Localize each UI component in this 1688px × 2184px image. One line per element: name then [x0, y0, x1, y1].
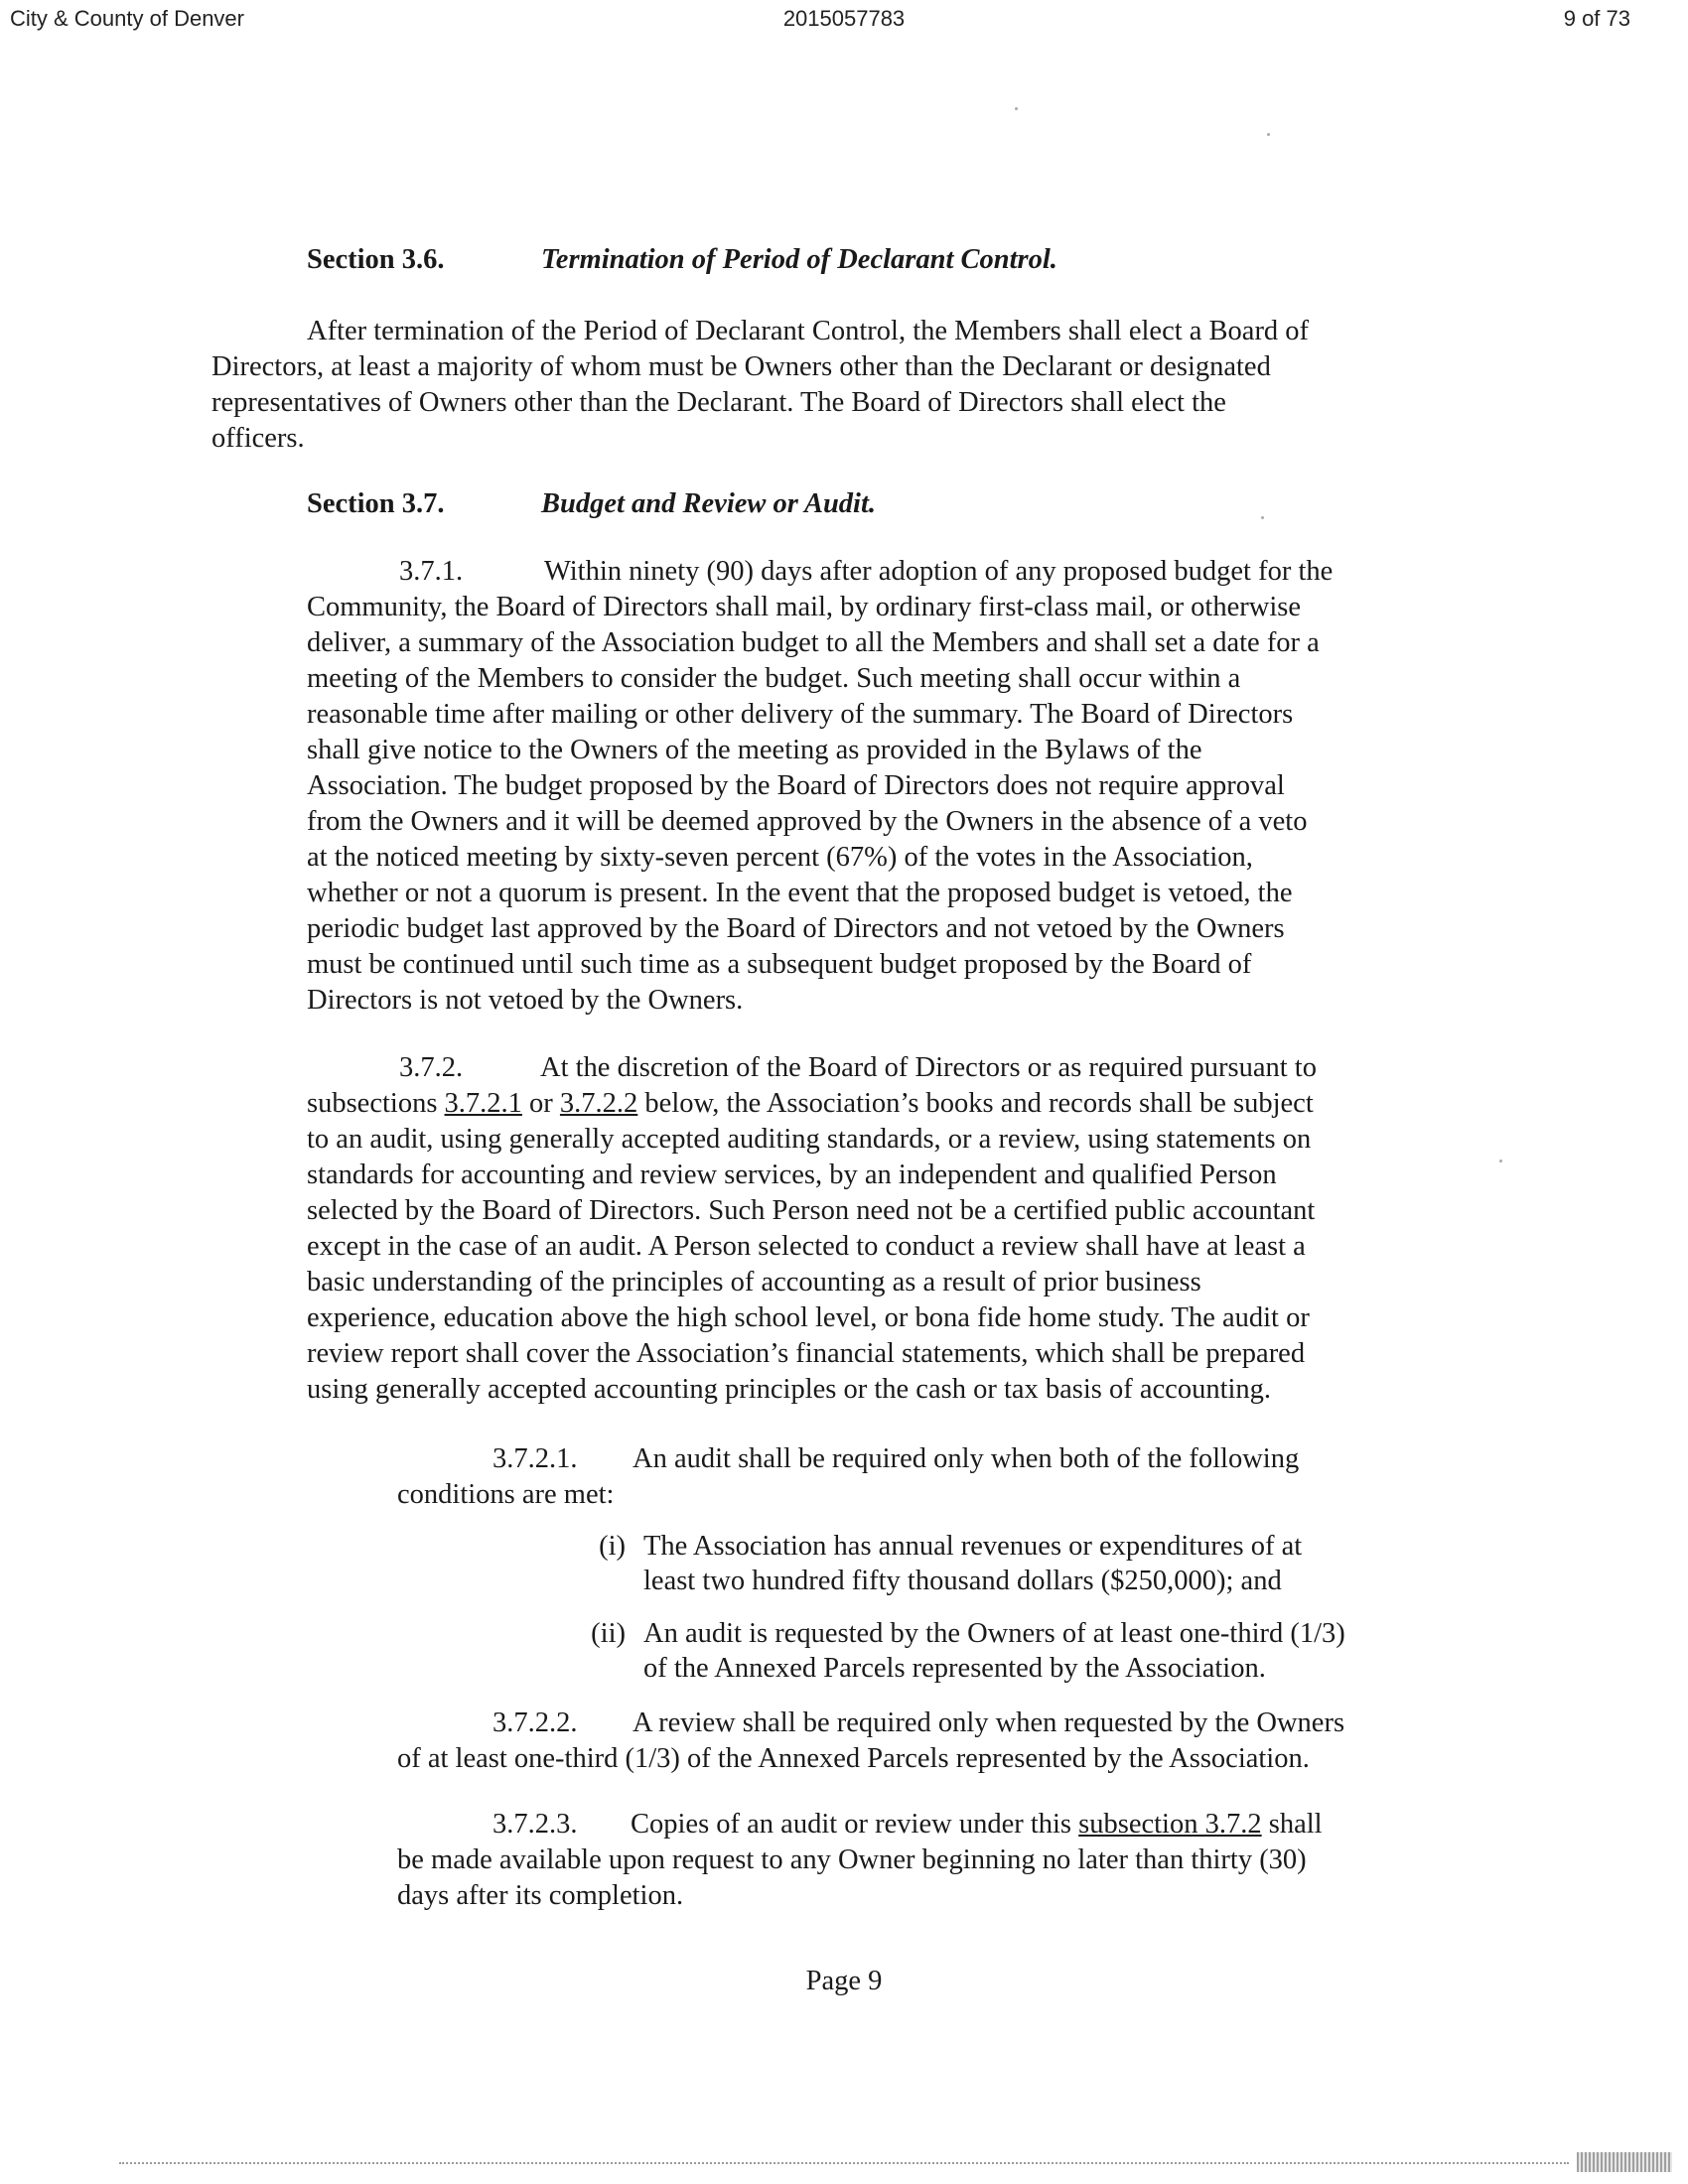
subsection-3-7-2-1-number: 3.7.2.1. [492, 1443, 578, 1474]
subsection-3-7-2-1-line: conditions are met: [397, 1479, 615, 1510]
subsection-3-7-1-line: Directors is not vetoed by the Owners. [307, 985, 744, 1016]
subsection-3-7-1-line: from the Owners and it will be deemed approved by the Owners in the absence of a veto [307, 806, 1308, 837]
subsection-3-7-2-3-line: be made available upon request to any Owner beginning no later than thirty (30) [397, 1844, 1307, 1875]
section-3-6-line: After termination of the Period of Declarant Control, the Members shall elect a Board of [307, 316, 1310, 346]
subsection-3-7-1-line: shall give notice to the Owners of the meeting as provided in the Bylaws of the [307, 735, 1202, 765]
subsection-3-7-1-line: must be continued until such time as a subsequent budget proposed by the Board of [307, 949, 1252, 980]
subsection-3-7-2-3-line: Copies of an audit or review under this subsection 3.7.2 shall [631, 1809, 1323, 1840]
scan-artifact-line [119, 2162, 1569, 2164]
condition-item [564, 1616, 1438, 1688]
subsection-3-7-1-line: whether or not a quorum is present. In the event that the proposed budget is vetoed, the [307, 878, 1293, 908]
section-3-7-number: Section 3.7. [307, 488, 445, 519]
section-3-6-number: Section 3.6. [307, 244, 445, 275]
section-3-6-line: Directors, at least a majority of whom must be Owners other than the Declarant or designated [211, 351, 1271, 382]
header-jurisdiction: City & County of Denver [10, 6, 244, 31]
condition-text: least two hundred fifty thousand dollars ($250,000); and [643, 1566, 1282, 1596]
subsection-3-7-2-3-line: days after its completion. [397, 1880, 684, 1911]
subsection-3-7-1-line: Community, the Board of Directors shall mail, by ordinary first-class mail, or otherwise [307, 592, 1301, 622]
section-3-6-line: officers. [211, 423, 305, 454]
subsection-3-7-1-line: periodic budget last approved by the Board of Directors and not vetoed by the Owners [307, 913, 1285, 944]
subsection-3-7-2-line: basic understanding of the principles of accounting as a result of prior business [307, 1267, 1201, 1297]
subsection-3-7-1-line: reasonable time after mailing or other delivery of the summary. The Board of Directors [307, 699, 1294, 730]
scan-speck [1267, 133, 1270, 136]
section-3-6-line: representatives of Owners other than the Declarant. The Board of Directors shall elect the [211, 387, 1226, 418]
scan-speck [1261, 516, 1264, 519]
header-reception-number: 2015057783 [782, 6, 906, 31]
subsection-3-7-2-line: using generally accepted accounting principles or the cash or tax basis of accounting. [307, 1374, 1272, 1405]
condition-text: An audit is requested by the Owners of at least one-third (1/3) [643, 1618, 1345, 1649]
scan-speck [1499, 1160, 1502, 1162]
section-3-7-title: Budget and Review or Audit. [541, 488, 877, 519]
subsection-3-7-2-line: standards for accounting and review services, by an independent and qualified Person [307, 1160, 1277, 1190]
subsection-3-7-2-2-line: A review shall be required only when requested by the Owners [633, 1707, 1345, 1738]
subsection-3-7-2-3-number: 3.7.2.3. [492, 1809, 578, 1840]
subsection-3-7-2-number: 3.7.2. [399, 1052, 464, 1083]
subsection-3-7-1-line: at the noticed meeting by sixty-seven percent (67%) of the votes in the Association, [307, 842, 1253, 873]
cross-reference-link[interactable]: 3.7.2.2 [559, 1088, 638, 1119]
subsection-3-7-2-line: except in the case of an audit. A Person selected to conduct a review shall have at least a [307, 1231, 1306, 1262]
header-page-count: 9 of 73 [1563, 6, 1630, 31]
subsection-3-7-1-line: Association. The budget proposed by the Board of Directors does not require approval [307, 770, 1285, 801]
section-3-6-title: Termination of Period of Declarant Control. [541, 244, 1057, 275]
subsection-3-7-2-2-number: 3.7.2.2. [492, 1707, 578, 1738]
condition-label: (i) [599, 1531, 626, 1562]
subsection-3-7-1-line: Within ninety (90) days after adoption of any proposed budget for the [544, 556, 1334, 587]
subsection-3-7-2-line: experience, education above the high school level, or bona fide home study. The audit or [307, 1302, 1310, 1333]
subsection-3-7-2-2-line: of at least one-third (1/3) of the Annexed Parcels represented by the Association. [397, 1743, 1310, 1774]
condition-text: of the Annexed Parcels represented by the Association. [643, 1653, 1266, 1684]
subsection-3-7-2-1-line: An audit shall be required only when both of the following [633, 1443, 1300, 1474]
subsection-3-7-2-line: review report shall cover the Association’s financial statements, which shall be prepared [307, 1338, 1306, 1369]
subsection-3-7-2-line: selected by the Board of Directors. Such Person need not be a certified public accountant [307, 1195, 1316, 1226]
cross-reference-link[interactable]: 3.7.2.1 [444, 1088, 522, 1119]
document-header [0, 4, 1688, 38]
scan-barcode-mark [1577, 2152, 1672, 2172]
subsection-3-7-2-line: subsections 3.7.2.1 or 3.7.2.2 below, the Association’s books and records shall be subject [307, 1088, 1314, 1119]
subsection-3-7-1-number: 3.7.1. [399, 556, 464, 587]
subsection-3-7-2-line: to an audit, using generally accepted auditing standards, or a review, using statements on [307, 1124, 1312, 1155]
condition-label: (ii) [591, 1618, 626, 1649]
condition-text: The Association has annual revenues or expenditures of at [643, 1531, 1303, 1562]
subsection-3-7-1-line: deliver, a summary of the Association budget to all the Members and shall set a date for a [307, 627, 1320, 658]
page-number: Page 9 [805, 1966, 883, 1996]
scan-speck [1015, 107, 1018, 110]
subsection-3-7-2-line: At the discretion of the Board of Directors or as required pursuant to [540, 1052, 1317, 1083]
subsection-3-7-1-line: meeting of the Members to consider the budget. Such meeting shall occur within a [307, 663, 1241, 694]
cross-reference-link[interactable]: subsection 3.7.2 [1078, 1809, 1262, 1840]
condition-item [564, 1529, 1438, 1600]
